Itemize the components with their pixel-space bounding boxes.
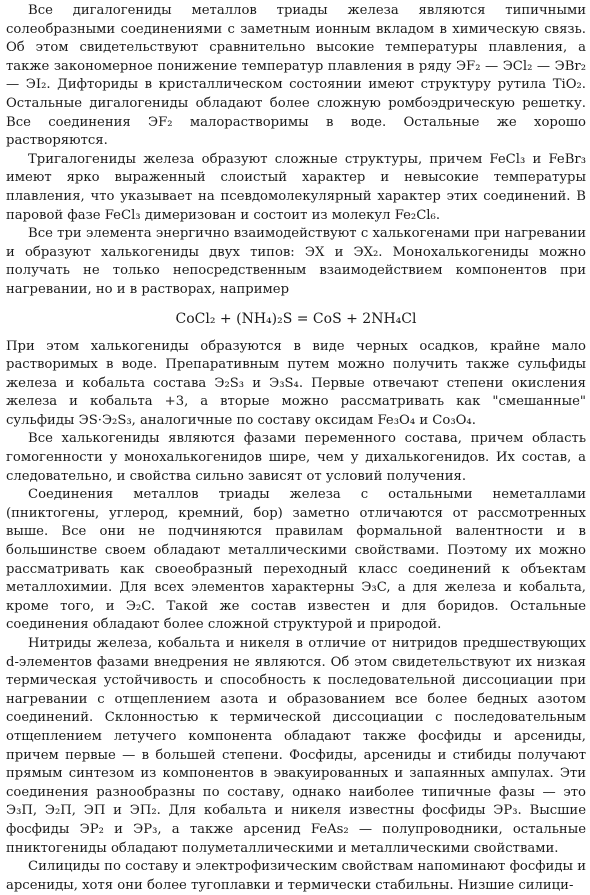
paragraph-other-nonmetals: Соединения металлов триады железа с остальными неметаллами (пниктогены, углерод, кремний, бор) заметно отличаются от рассмотренных выше. Все они не подчиняются правилам формальной валентности и в большинстве своем обладают металлическими свойствами. Поэтому их можно рассматривать как своеобразный переходный класс соединений к объектам металлохимии. Для всех элементов характерны Э₃C, а для железа и кобальта, кроме того, и Э₂C. Такой же состав известен и для боридов. Остальные соединения обладают более сложной структурой и природой.: [6, 487, 586, 633]
paragraph-nitrides: Нитриды железа, кобальта и никеля в отличие от нитридов предшествующих d-элементов фазами внедрения не являются. Об этом свидетельствуют их низкая термическая устойчивость и способность к последовательной диссоциации при нагревании с отщеплением азота и образованием все более бедных азотом соединений. Склонностью к термической диссоциации с последовательным отщеплением летучего компонента обладают также фосфиды и арсениды, причем первые — в большей степени. Фосфиды, арсениды и стибиды получают прямым синтезом из компонентов в эвакуированных и запаянных ампулах. Эти соединения разнообразны по составу, однако наиболее типичные фазы — это Э₃П, Э₂П, ЭП и ЭП₂. Для кобальта и никеля известны фосфиды ЭP₃. Высшие фосфиды ЭP₂ и ЭP₃, а также арсенид FeAs₂ — полупроводники, остальные пниктогениды обладают полуметаллическими и металлическими свойствами.: [6, 636, 586, 856]
paragraph-silicides: Силициды по составу и электрофизическим свойствам напоминают фосфиды и арсениды, хотя они более тугоплавки и термически стабильны. Низшие силици-: [6, 859, 586, 893]
paragraph-dihalides: Все дигалогениды металлов триады железа являются типичными солеобразными соединениями с заметным ионным вкладом в химическую связь. Об этом свидетельствуют сравнительно высокие температуры плавления, а также закономерное понижение температур плавления в ряду ЭF₂ — ЭCl₂ — ЭBr₂ — ЭI₂. Дифториды в кристаллическом состоянии имеют структуру рутила TiO₂. Остальные дигалогениды обладают более сложную ромбоэдрическую решетку. Все соединения ЭF₂ малорастворимы в воде. Остальные же хорошо растворяются.: [6, 3, 586, 149]
paragraph-trihalides: Тригалогениды железа образуют сложные структуры, причем FeCl₃ и FeBr₃ имеют ярко выраженный слоистый характер и невысокие температуры плавления, что указывает на псевдомолекулярный характер этих соединений. В паровой фазе FeCl₃ димеризован и состоит из молекул Fe₂Cl₆.: [6, 151, 586, 223]
reaction-equation: CoCl₂ + (NH₄)₂S = CoS + 2NH₄Cl: [175, 310, 417, 327]
paragraph-chalcogens: Все три элемента энергично взаимодействуют с халькогенами при нагревании и образуют халькогениды двух типов: ЭX и ЭX₂. Монохалькогениды можно получать не только непосредственным взаимодействием компонентов при нагревании, но и в растворах, например: [6, 226, 586, 297]
paragraph-variable-composition: Все халькогениды являются фазами переменного состава, причем область гомогенности у монохалькогенидов шире, чем у дихалькогенидов. Их состав, а следовательно, и свойства сильно зависят от условий получения.: [6, 431, 586, 484]
paragraph-precipitates: При этом халькогениды образуются в виде черных осадков, крайне мало растворимых в воде. Препаративным путем можно получить также сульфиды железа и кобальта состава Э₂S₃ и Э₃S₄. Первые отвечают степени окисления железа и кобальта +3, а вторые можно рассматривать как "смешанные" сульфиды ЭS·Э₂S₃, аналогичные по составу оксидам Fe₃O₄ и Co₃O₄.: [6, 338, 586, 428]
